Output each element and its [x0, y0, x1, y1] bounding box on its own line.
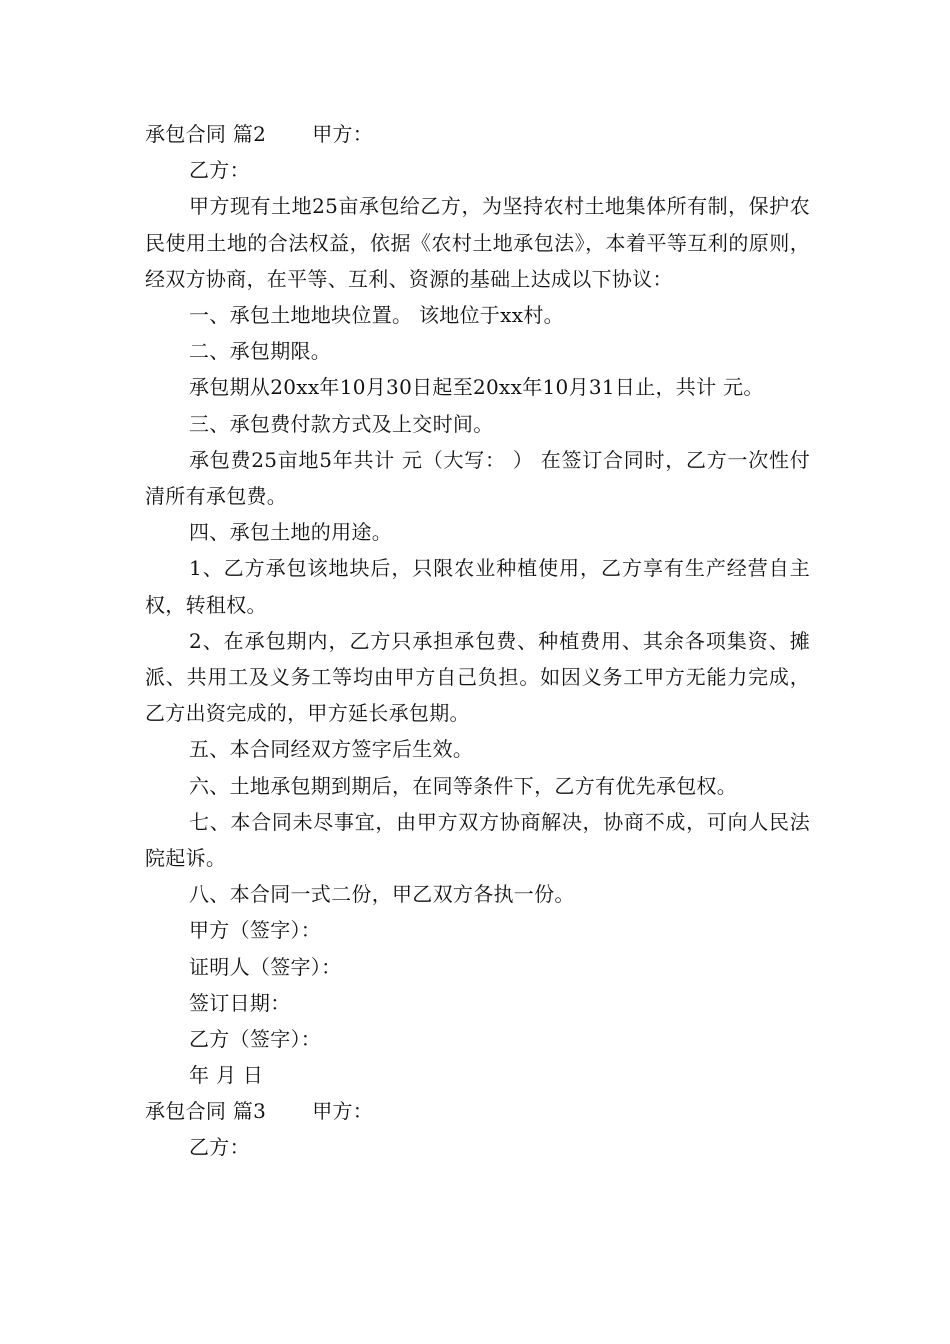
section-3-heading-line	[145, 1093, 810, 1129]
signature-witness: 证明人（签字）：	[189, 954, 342, 979]
section-3-party-a: 甲方：	[312, 1099, 374, 1124]
clause-1: 一、承包土地地块位置。 该地位于xx村。	[189, 302, 564, 327]
section-2-party-b: 乙方：	[189, 158, 250, 183]
section-3-heading: 承包合同 篇3	[145, 1099, 267, 1124]
section-2-heading: 承包合同 篇2	[145, 122, 267, 146]
signature-party-a: 甲方（签字）：	[189, 918, 322, 943]
clause-6: 六、土地承包期到期后，在同等条件下，乙方有优先承包权。	[189, 773, 738, 798]
clause-7: 七、本合同未尽事宜，由甲方双方协商解决，协商不成，可向人民法院起诉。	[145, 809, 810, 870]
clause-5: 五、本合同经双方签字后生效。	[189, 737, 474, 762]
section-3-party-b: 乙方：	[189, 1135, 250, 1160]
clause-4-item-2: 2、在承包期内，乙方只承担承包费、种植费用、其余各项集资、摊派、共用工及义务工等均由甲方自己负担。如因义务工甲方无能力完成，乙方出资完成的，甲方延长承包期。	[145, 628, 810, 726]
date-blank: 年 月 日	[189, 1063, 264, 1088]
section-2-party-a: 甲方：	[312, 122, 374, 146]
intro-paragraph: 甲方现有土地25亩承包给乙方，为坚持农村土地集体所有制，保护农民使用土地的合法权益，依据《农村土地承包法》，本着平等互利的原则，经双方协商，在平等、互利、资源的基础上达成以下协议：	[145, 194, 810, 291]
clause-2-text: 承包期从20xx年10月30日起至20xx年10月31日止，共计 元。	[189, 375, 764, 400]
clause-4: 四、承包土地的用途。	[189, 520, 392, 545]
contract-body	[145, 116, 810, 1166]
clause-8: 八、本合同一式二份，甲乙双方各执一份。	[189, 882, 575, 907]
clause-2: 二、承包期限。	[189, 339, 332, 364]
signing-date: 签订日期：	[189, 990, 291, 1015]
clause-4-item-1: 1、乙方承包该地块后，只限农业种植使用，乙方享有生产经营自主权，转租权。	[145, 556, 810, 617]
section-2-heading-line	[145, 116, 810, 152]
signature-party-b: 乙方（签字）：	[189, 1026, 322, 1051]
clause-3-text: 承包费25亩地5年共计 元（大写： ） 在签订合同时，乙方一次性付清所有承包费。	[145, 447, 810, 508]
clause-3: 三、承包费付款方式及上交时间。	[189, 411, 494, 436]
